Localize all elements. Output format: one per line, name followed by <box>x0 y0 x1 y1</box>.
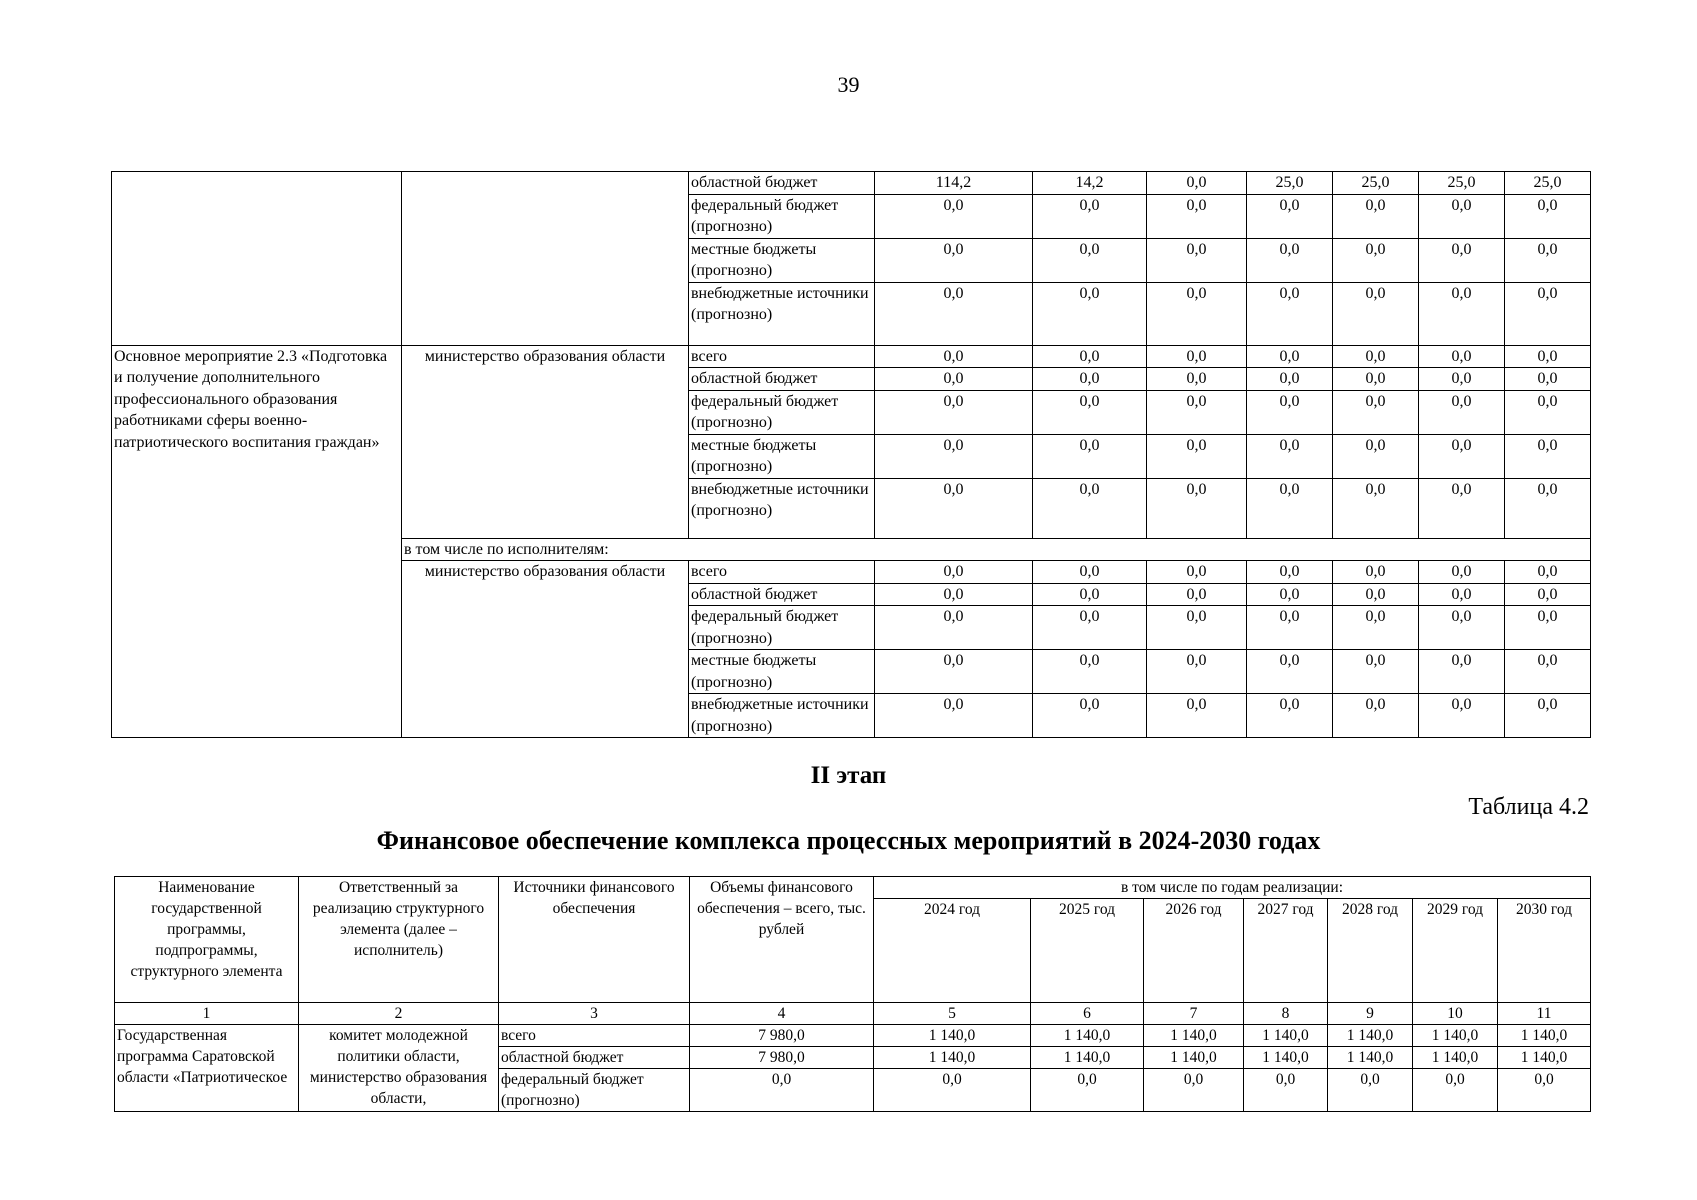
header-total: Объемы финансового обеспечения – всего, тыс. рублей <box>690 877 874 1003</box>
value-cell: 1 140,0 <box>874 1047 1031 1069</box>
value-cell: 25,0 <box>1505 172 1591 195</box>
value-cell: 0,0 <box>1147 583 1247 606</box>
value-cell: 0,0 <box>1247 282 1333 345</box>
source-cell: местные бюджеты (прогнозно) <box>689 434 875 478</box>
value-cell: 0,0 <box>1333 478 1419 538</box>
value-cell: 0,0 <box>874 1069 1031 1112</box>
value-cell: 0,0 <box>1033 561 1147 584</box>
source-cell: федеральный бюджет (прогнозно) <box>689 390 875 434</box>
value-cell: 0,0 <box>1333 561 1419 584</box>
source-cell: местные бюджеты (прогнозно) <box>689 650 875 694</box>
source-cell: областной бюджет <box>689 368 875 391</box>
column-number: 1 <box>115 1003 299 1025</box>
value-cell: 0,0 <box>1247 694 1333 738</box>
column-number: 9 <box>1328 1003 1413 1025</box>
value-cell: 0,0 <box>1147 390 1247 434</box>
value-cell: 0,0 <box>1033 583 1147 606</box>
value-cell: 0,0 <box>875 238 1033 282</box>
value-cell: 1 140,0 <box>1031 1047 1144 1069</box>
total-cell: 7 980,0 <box>690 1025 874 1047</box>
value-cell: 25,0 <box>1247 172 1333 195</box>
header-sources: Источники финансового обеспечения <box>499 877 690 1003</box>
header-years-group: в том числе по годам реализации: <box>874 877 1591 899</box>
value-cell: 0,0 <box>1247 583 1333 606</box>
executor-name: министерство образования области <box>402 561 689 738</box>
value-cell: 0,0 <box>1147 238 1247 282</box>
value-cell: 0,0 <box>1033 238 1147 282</box>
value-cell: 0,0 <box>1247 390 1333 434</box>
value-cell: 1 140,0 <box>1244 1025 1328 1047</box>
value-cell: 0,0 <box>1505 583 1591 606</box>
event-name: Основное мероприятие 2.3 «Подготовка и получение дополнительного профессионального образования работниками сферы военно-патриотического воспитания граждан» <box>112 345 402 738</box>
table-label: Таблица 4.2 <box>1468 794 1589 820</box>
value-cell: 0,0 <box>1144 1069 1244 1112</box>
value-cell: 0,0 <box>1333 194 1419 238</box>
value-cell: 0,0 <box>1147 434 1247 478</box>
column-number: 6 <box>1031 1003 1144 1025</box>
value-cell: 0,0 <box>1247 478 1333 538</box>
header-year: 2027 год <box>1244 899 1328 1003</box>
value-cell: 0,0 <box>1247 650 1333 694</box>
event-executor: министерство образования области <box>402 345 689 538</box>
value-cell: 1 140,0 <box>1144 1025 1244 1047</box>
value-cell: 114,2 <box>875 172 1033 195</box>
value-cell: 0,0 <box>1033 434 1147 478</box>
value-cell: 0,0 <box>1247 561 1333 584</box>
value-cell: 1 140,0 <box>1244 1047 1328 1069</box>
value-cell: 0,0 <box>1419 694 1505 738</box>
value-cell: 0,0 <box>1333 694 1419 738</box>
value-cell: 0,0 <box>1333 606 1419 650</box>
value-cell: 0,0 <box>875 282 1033 345</box>
value-cell: 0,0 <box>1247 345 1333 368</box>
header-year: 2029 год <box>1413 899 1498 1003</box>
value-cell: 0,0 <box>1505 434 1591 478</box>
value-cell: 0,0 <box>1147 194 1247 238</box>
value-cell: 0,0 <box>875 561 1033 584</box>
empty-name-cell <box>112 172 402 346</box>
value-cell: 0,0 <box>875 368 1033 391</box>
value-cell: 0,0 <box>1333 345 1419 368</box>
value-cell: 0,0 <box>1419 368 1505 391</box>
column-number: 3 <box>499 1003 690 1025</box>
value-cell: 0,0 <box>1505 561 1591 584</box>
value-cell: 1 140,0 <box>1413 1047 1498 1069</box>
value-cell: 0,0 <box>875 390 1033 434</box>
value-cell: 0,0 <box>1419 650 1505 694</box>
value-cell: 0,0 <box>875 694 1033 738</box>
source-cell: федеральный бюджет (прогнозно) <box>689 606 875 650</box>
value-cell: 0,0 <box>1498 1069 1591 1112</box>
header-name: Наименование государственной программы, подпрограммы, структурного элемента <box>115 877 299 1003</box>
value-cell: 1 140,0 <box>1144 1047 1244 1069</box>
value-cell: 0,0 <box>1419 238 1505 282</box>
value-cell: 0,0 <box>1147 650 1247 694</box>
value-cell: 0,0 <box>1147 172 1247 195</box>
value-cell: 1 140,0 <box>1413 1025 1498 1047</box>
header-year: 2028 год <box>1328 899 1413 1003</box>
value-cell: 0,0 <box>1505 282 1591 345</box>
total-cell: 0,0 <box>690 1069 874 1112</box>
value-cell: 0,0 <box>1247 194 1333 238</box>
budget-table-continued <box>111 171 1591 738</box>
value-cell: 0,0 <box>1505 650 1591 694</box>
source-cell: областной бюджет <box>689 172 875 195</box>
value-cell: 0,0 <box>1033 345 1147 368</box>
value-cell: 1 140,0 <box>1498 1025 1591 1047</box>
value-cell: 0,0 <box>1505 606 1591 650</box>
value-cell: 0,0 <box>875 478 1033 538</box>
value-cell: 0,0 <box>1033 694 1147 738</box>
value-cell: 0,0 <box>1247 238 1333 282</box>
table-row <box>112 172 1591 195</box>
source-cell: областной бюджет <box>689 583 875 606</box>
value-cell: 0,0 <box>1033 606 1147 650</box>
source-cell: внебюджетные источники (прогнозно) <box>689 694 875 738</box>
empty-exec-cell <box>402 172 689 346</box>
value-cell: 0,0 <box>1033 282 1147 345</box>
program-name: Государственная программа Саратовской области «Патриотическое <box>115 1025 299 1112</box>
value-cell: 0,0 <box>1333 583 1419 606</box>
value-cell: 0,0 <box>1505 478 1591 538</box>
header-year: 2026 год <box>1144 899 1244 1003</box>
value-cell: 0,0 <box>1419 434 1505 478</box>
value-cell: 0,0 <box>875 583 1033 606</box>
source-cell: всего <box>689 345 875 368</box>
value-cell: 0,0 <box>1419 282 1505 345</box>
value-cell: 0,0 <box>1033 368 1147 391</box>
value-cell: 0,0 <box>1505 390 1591 434</box>
value-cell: 0,0 <box>1505 694 1591 738</box>
value-cell: 0,0 <box>1328 1069 1413 1112</box>
value-cell: 0,0 <box>1147 282 1247 345</box>
value-cell: 1 140,0 <box>1328 1047 1413 1069</box>
value-cell: 0,0 <box>1244 1069 1328 1112</box>
value-cell: 25,0 <box>1419 172 1505 195</box>
column-number: 2 <box>299 1003 499 1025</box>
value-cell: 1 140,0 <box>1328 1025 1413 1047</box>
header-year: 2025 год <box>1031 899 1144 1003</box>
value-cell: 0,0 <box>1505 368 1591 391</box>
program-responsible: комитет молодежной политики области, министерство образования области, <box>299 1025 499 1112</box>
value-cell: 1 140,0 <box>874 1025 1031 1047</box>
value-cell: 1 140,0 <box>1031 1025 1144 1047</box>
value-cell: 0,0 <box>1247 434 1333 478</box>
value-cell: 0,0 <box>1147 345 1247 368</box>
value-cell: 0,0 <box>1413 1069 1498 1112</box>
value-cell: 14,2 <box>1033 172 1147 195</box>
column-number: 5 <box>874 1003 1031 1025</box>
source-cell: федеральный бюджет (прогнозно) <box>499 1069 690 1112</box>
value-cell: 0,0 <box>875 345 1033 368</box>
source-cell: внебюджетные источники (прогнозно) <box>689 282 875 345</box>
value-cell: 0,0 <box>1333 390 1419 434</box>
value-cell: 0,0 <box>1505 345 1591 368</box>
header-year: 2024 год <box>874 899 1031 1003</box>
stage-heading: II этап <box>810 762 887 789</box>
value-cell: 0,0 <box>1033 650 1147 694</box>
value-cell: 0,0 <box>1147 478 1247 538</box>
source-cell: федеральный бюджет (прогнозно) <box>689 194 875 238</box>
value-cell: 25,0 <box>1333 172 1419 195</box>
value-cell: 0,0 <box>875 194 1033 238</box>
value-cell: 0,0 <box>1333 650 1419 694</box>
value-cell: 0,0 <box>1419 345 1505 368</box>
value-cell: 1 140,0 <box>1498 1047 1591 1069</box>
total-cell: 7 980,0 <box>690 1047 874 1069</box>
value-cell: 0,0 <box>1419 561 1505 584</box>
value-cell: 0,0 <box>875 606 1033 650</box>
value-cell: 0,0 <box>1333 434 1419 478</box>
by-executors-label: в том числе по исполнителям: <box>402 538 1591 561</box>
value-cell: 0,0 <box>1419 390 1505 434</box>
table-row <box>112 345 1591 368</box>
column-number: 7 <box>1144 1003 1244 1025</box>
value-cell: 0,0 <box>1247 368 1333 391</box>
value-cell: 0,0 <box>1419 583 1505 606</box>
value-cell: 0,0 <box>1147 694 1247 738</box>
column-number: 8 <box>1244 1003 1328 1025</box>
finance-table-4-2 <box>114 876 1591 1112</box>
source-cell: всего <box>689 561 875 584</box>
value-cell: 0,0 <box>1033 390 1147 434</box>
source-cell: всего <box>499 1025 690 1047</box>
value-cell: 0,0 <box>1505 238 1591 282</box>
value-cell: 0,0 <box>1333 368 1419 391</box>
value-cell: 0,0 <box>1419 194 1505 238</box>
value-cell: 0,0 <box>1147 368 1247 391</box>
column-number: 11 <box>1498 1003 1591 1025</box>
value-cell: 0,0 <box>1033 478 1147 538</box>
value-cell: 0,0 <box>875 650 1033 694</box>
value-cell: 0,0 <box>1147 606 1247 650</box>
table-title: Финансовое обеспечение комплекса процессных мероприятий в 2024-2030 годах <box>376 826 1321 855</box>
value-cell: 0,0 <box>875 434 1033 478</box>
value-cell: 0,0 <box>1333 282 1419 345</box>
page-number: 39 <box>837 72 860 97</box>
value-cell: 0,0 <box>1419 478 1505 538</box>
source-cell: внебюджетные источники (прогнозно) <box>689 478 875 538</box>
value-cell: 0,0 <box>1033 194 1147 238</box>
value-cell: 0,0 <box>1147 561 1247 584</box>
source-cell: местные бюджеты (прогнозно) <box>689 238 875 282</box>
header-responsible: Ответственный за реализацию структурного элемента (далее – исполнитель) <box>299 877 499 1003</box>
value-cell: 0,0 <box>1419 606 1505 650</box>
value-cell: 0,0 <box>1505 194 1591 238</box>
column-number: 4 <box>690 1003 874 1025</box>
value-cell: 0,0 <box>1333 238 1419 282</box>
header-year: 2030 год <box>1498 899 1591 1003</box>
value-cell: 0,0 <box>1031 1069 1144 1112</box>
column-number: 10 <box>1413 1003 1498 1025</box>
value-cell: 0,0 <box>1247 606 1333 650</box>
source-cell: областной бюджет <box>499 1047 690 1069</box>
